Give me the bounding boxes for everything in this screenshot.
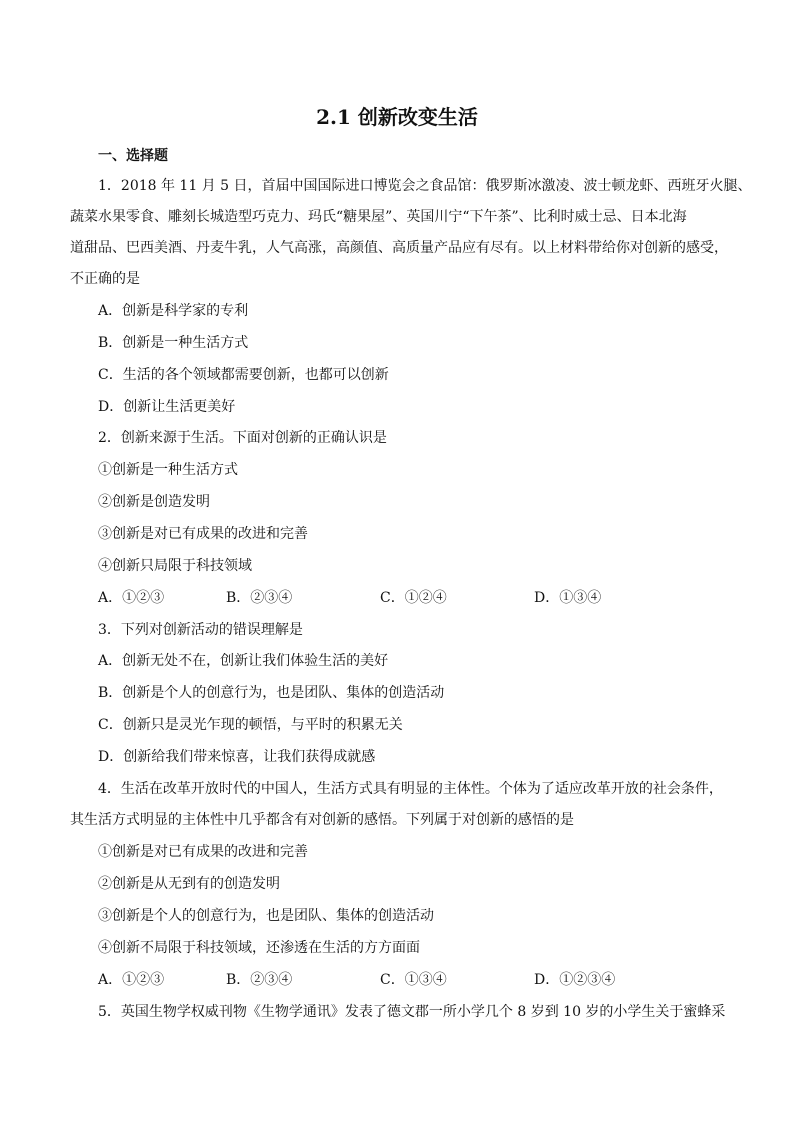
q3-option-d: D．创新给我们带来惊喜，让我们获得成就感 [98,749,376,765]
q2-statement-4: ④创新只局限于科技领域 [98,558,252,574]
q3-option-b: B．创新是个人的创意行为，也是团队、集体的创造活动 [98,685,445,701]
q2-statement-1: ①创新是一种生活方式 [98,462,238,478]
q2-choices [98,588,718,608]
q4-choice-c: C．①③④ [380,972,447,988]
q1-option-a: A．创新是科学家的专利 [98,303,249,319]
q2-choice-b: B．②③④ [226,590,293,606]
q2-statement-2: ②创新是创造发明 [98,494,210,510]
q4-statement-2: ②创新是从无到有的创造发明 [98,876,280,892]
q1-stem-line-4: 不正确的是 [70,271,140,287]
q4-statement-1: ①创新是对已有成果的改进和完善 [98,844,308,860]
q5-stem-line-1: 5．英国生物学权威刊物《生物学通讯》发表了德文郡一所小学几个 8 岁到 10 岁的小学生关于蜜蜂采 [98,1004,726,1020]
q3-stem: 3．下列对创新活动的错误理解是 [98,622,303,638]
q1-option-d: D．创新让生活更美好 [98,399,236,415]
q2-statement-3: ③创新是对已有成果的改进和完善 [98,526,308,542]
q1-stem-line-3: 道甜品、巴西美酒、丹麦牛乳，人气高涨，高颜值、高质量产品应有尽有。以上材料带给你对创新的感受， [70,240,728,256]
q2-stem: 2．创新来源于生活。下面对创新的正确认识是 [98,430,387,446]
section-heading: 一、选择题 [98,148,168,164]
q3-option-a: A．创新无处不在，创新让我们体验生活的美好 [98,653,389,669]
document-title: 2.1 创新改变生活 [316,105,478,129]
q4-statement-3: ③创新是个人的创意行为，也是团队、集体的创造活动 [98,908,434,924]
q1-stem-line-2: 蔬菜水果零食、雕刻长城造型巧克力、玛氏“糖果屋”、英国川宁“下午茶”、比利时威士忌、日本北海 [70,209,687,225]
q4-choice-b: B．②③④ [226,972,293,988]
q1-stem-line-1: 1．2018 年 11 月 5 日，首届中国国际进口博览会之食品馆：俄罗斯冰激凌、波士顿龙虾、西班牙火腿、 [98,178,752,194]
q2-choice-a: A．①②③ [98,590,165,606]
q2-choice-d: D．①③④ [534,590,602,606]
q4-stem-line-2: 其生活方式明显的主体性中几乎都含有对创新的感悟。下列属于对创新的感悟的是 [70,812,574,828]
q4-statement-4: ④创新不局限于科技领域，还渗透在生活的方方面面 [98,940,420,956]
q4-choices [98,970,718,990]
q4-choice-a: A．①②③ [98,972,165,988]
q2-choice-c: C．①②④ [380,590,447,606]
q3-option-c: C．创新只是灵光乍现的顿悟，与平时的积累无关 [98,717,403,733]
q1-option-b: B．创新是一种生活方式 [98,335,249,351]
q4-choice-d: D．①②③④ [534,972,616,988]
q1-option-c: C．生活的各个领域都需要创新，也都可以创新 [98,367,389,383]
q4-stem-line-1: 4．生活在改革开放时代的中国人，生活方式具有明显的主体性。个体为了适应改革开放的社会条件， [98,781,723,797]
